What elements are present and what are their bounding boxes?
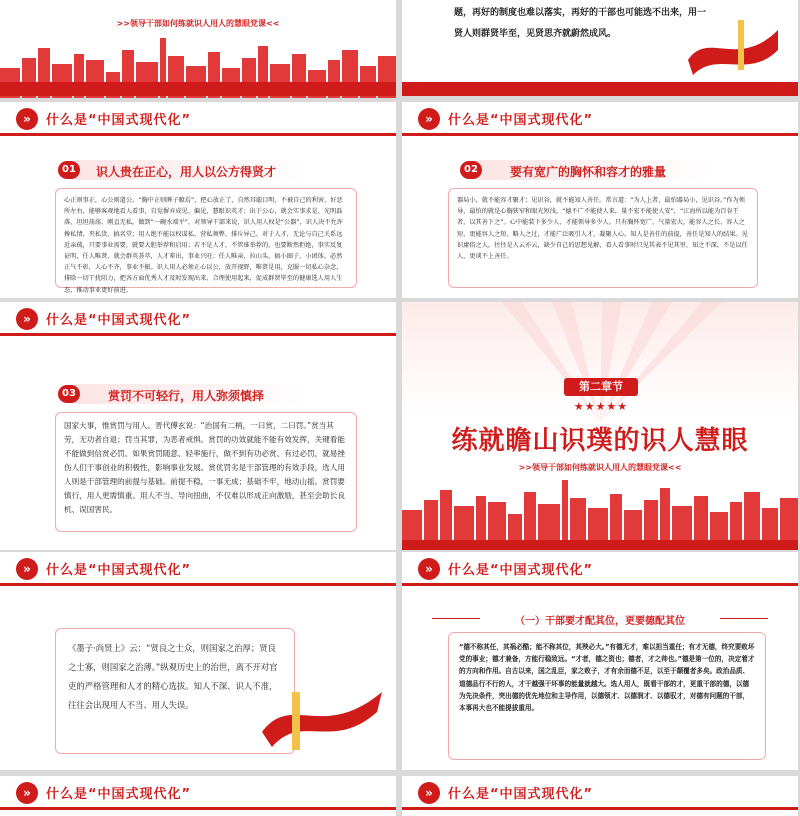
slide-title: 什么是“中国式现代化” <box>46 787 192 802</box>
city-skyline <box>402 480 798 540</box>
ribbon-decoration <box>688 20 778 80</box>
star-row-icon: ★★★★★ <box>573 400 629 413</box>
subtitle: >>领导干部如何练就识人用人的慧眼党课<< <box>518 463 682 472</box>
point-heading: 赏罚不可轻行，用人弥须慎择 <box>108 389 265 403</box>
slide-header <box>0 552 396 586</box>
slide-title: 什么是“中国式现代化” <box>46 313 192 328</box>
bottom-band <box>402 540 798 550</box>
ribbon-decoration <box>262 672 382 752</box>
slide-chapter-cover[interactable] <box>402 302 798 550</box>
body-text: 器局小，就不能容才聚才；见识谷，就不能知人善任。常言道：“为人上者，最怕器局小，见识谷。”作为领导，最怕的就是心胸狭窄和眼光短浅。“德不广不能使人来，量不宏不能使人安”，“江海所以能为百谷王者，以其善下之”。心中能装下多少人，才能领导多少人。只有胸怀宽广、气量宏大，能容人之长、容人之短，更能容人之短、略人之过，才能广泛吸引人才、凝聚人心。知人是善任的前提，善任是知人的结果。见识庸俗之人，往往是人云亦云，缺少自己的思想见解，看人看事时只见其表不见其里，知之不深，不是以任人，更谈不上善任。 <box>448 188 758 288</box>
slide-point-cadre[interactable] <box>402 552 798 770</box>
bottom-band <box>402 82 798 96</box>
slide-header <box>402 102 798 136</box>
slide-header <box>0 102 396 136</box>
subtitle: >>领导干部如何练就识人用人的慧眼党课<< <box>116 19 280 28</box>
slide-title: 什么是“中国式现代化” <box>448 563 594 578</box>
number-badge: 01 <box>58 161 80 179</box>
slide-title: 什么是“中国式现代化” <box>46 113 192 128</box>
chapter-title: 练就瞻山识璞的识人慧眼 <box>451 426 749 456</box>
slide-point-02[interactable] <box>402 102 798 298</box>
body-text: 题，再好的制度也难以落实，再好的干部也可能选不出来，用一贤人则群贤毕至，见贤思齐就蔚然成风。 <box>454 8 707 39</box>
point-heading: 要有宽广的胸怀和容才的雅量 <box>510 165 667 179</box>
bottom-band <box>0 82 396 96</box>
slide-header <box>402 552 798 586</box>
slide-point-03[interactable] <box>0 302 396 550</box>
section-heading: （一）干部要才配其位，更要德配其位 <box>515 616 685 627</box>
chevron-icon: » <box>418 558 440 580</box>
number-badge: 03 <box>58 385 80 403</box>
chevron-icon: » <box>418 108 440 130</box>
slide-next-left[interactable] <box>0 776 396 816</box>
slide-cover-top[interactable] <box>0 0 396 96</box>
point-heading: 识人贵在正心，用人以公方得贤才 <box>96 165 277 179</box>
heading-rule <box>432 618 480 619</box>
chevron-icon: » <box>16 558 38 580</box>
number-badge: 02 <box>460 161 482 179</box>
chevron-icon: » <box>16 308 38 330</box>
slide-title: 什么是“中国式现代化” <box>448 787 594 802</box>
body-text: “德不称其任，其祸必酷；能不称其位，其殃必大。”有德无才，难以担当重任；有才无德，终究要败坏党的事业；德才兼备，方能行稳致远。“才者，德之资也；德者，才之帅也。”德是第一位的，决定着才的方向和作用。自古以来，国之乱臣，家之败子，才有余而德不足，以至于颠覆者多矣。政治品质、道德品行不行的人，才干越强干坏事的能量就越大。选人用人，既看干部的才，更重干部的德，以德为先决条件，突出德的优先地位和主导作用，以德领才、以德润才、以德驭才，对德有问题的干部，本事再大也不能提拔重用。 <box>448 632 766 760</box>
body-text: 心正则事正，心公则道公。“胸中正则眸子瞭焉”，把心放正了，自然耳聪目明，不被自己的利害、好恶所左右，能够客观地看人看事，自觉摒弃成见、偏见，慧眼识英才；出于公心，就会实事求是、光明磊落，坦坦荡荡、刚直无私，做到“一碗水端平”，对领导干部来说，识人用人权是“公器”，识人决不允许搀私情、夹私货、搞名堂；用人绝不能以权谋私、营私舞弊、排斥异己。对于人才，无论与自己关系远近亲疏，只要事业需要，就要大胆举荐和启用；若不是人才，不管谁举荐的，也要断然拒绝，事实反复证明，任人唯贤，就会群英荟萃，人才辈出，事业兴旺；任人唯亲，拉山头，搞小圈子、小团体，必然正气不彰，人心不齐，事业不振。识人用人必须正心以公，放开视野，唯贤是用，克服一切私心杂念，排除一切干扰阻力，把各方面优秀人才及时发现出来、合理使用起来，促成群贤毕至的健康选人用人生态，推动事业更好前进。 <box>55 188 357 288</box>
chevron-icon: » <box>418 782 440 804</box>
body-text: 《墨子·尚贤上》云：“贤良之士众，则国家之治厚；贤良之士寡，则国家之治薄。”纵观历史上的治世，离不开对官吏的严格管理和人才的精心选拔。知人不深、识人不准，往往会出现用人不当、用人失误。 <box>55 628 295 754</box>
slide-title: 什么是“中国式现代化” <box>46 563 192 578</box>
slide-header <box>0 302 396 336</box>
slide-header <box>402 776 798 810</box>
slide-next-right[interactable] <box>402 776 798 816</box>
body-text: 国家大事，惟赏罚与用人。晋代傅玄说：“治国有二柄，一曰赏，二曰罚。”赏当其劳，无功者自退；罚当其罪，为恶者戒惧。赏罚的功效就能不能有效发挥，关键看能不能做到信赏必罚。如果赏罚随意、轻率施行，做不到有功必赏、有过必罚，就易挫伤人们干事创业的积极性，影响事业发展。赏优罚劣是干部管理的有效手段，选人用人则是干部管理的前提与基础。前提不稳，一事无成；基础不牢，地动山摇。赏罚要慎行，用人更需慎重。用人不当、导向扭曲，不仅难以形成正向激励，甚至会助长良机、误国害民。 <box>55 412 357 532</box>
chevron-icon: » <box>16 782 38 804</box>
chapter-badge: 第二章节 <box>564 378 638 396</box>
slide-point-01[interactable] <box>0 102 396 298</box>
slide-quote-mozi[interactable] <box>0 552 396 770</box>
slide-header <box>0 776 396 810</box>
heading-rule <box>720 618 768 619</box>
chevron-icon: » <box>16 108 38 130</box>
slide-text-top[interactable] <box>402 0 798 96</box>
slide-title: 什么是“中国式现代化” <box>448 113 594 128</box>
